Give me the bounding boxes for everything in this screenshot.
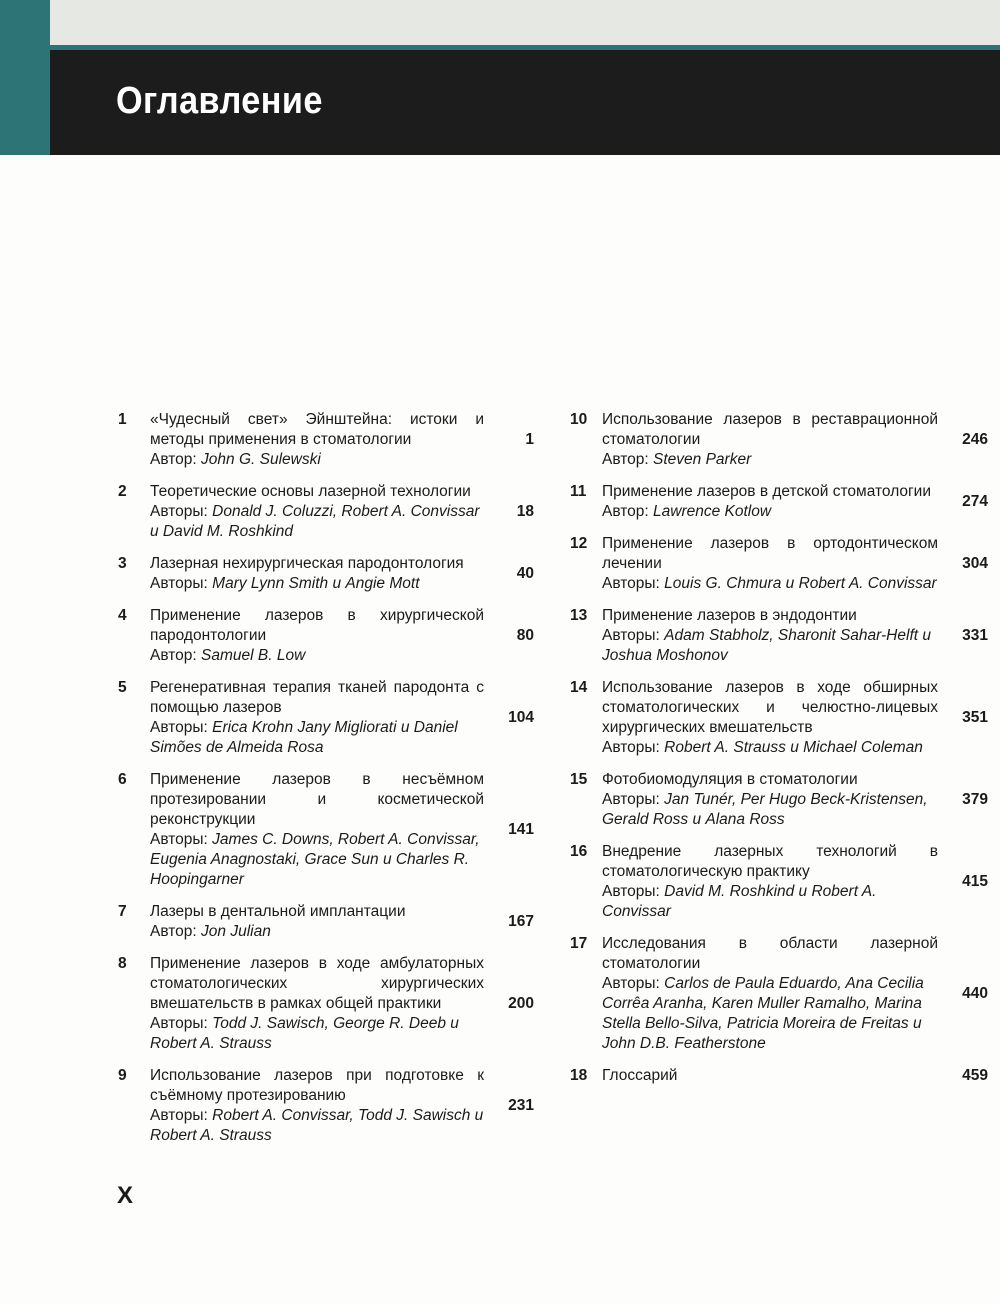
chapter-number: 16 xyxy=(570,843,588,860)
authors-label: Автор: xyxy=(150,923,197,940)
chapter-number: 6 xyxy=(118,771,127,788)
author-names: Louis G. Chmura и Robert A. Convissar xyxy=(664,575,937,592)
chapter-number: 18 xyxy=(570,1067,588,1084)
author-names: Todd J. Sawisch, George R. Deeb и Robert A. Strauss xyxy=(150,1015,459,1052)
authors-label: Автор: xyxy=(602,503,649,520)
chapter-info xyxy=(602,842,938,922)
page-ref: 18 xyxy=(516,503,534,520)
authors-label: Авторы: xyxy=(150,503,208,520)
toc-entry[interactable] xyxy=(570,678,988,758)
toc-entry[interactable] xyxy=(118,770,534,890)
chapter-number: 14 xyxy=(570,679,588,696)
page-ref: 246 xyxy=(962,431,988,448)
chapter-title: Применение лазеров в эндодонтии xyxy=(602,607,857,624)
chapter-title: Применение лазеров в хирургической пародонтологии xyxy=(150,607,484,644)
toc-entry[interactable] xyxy=(570,482,988,522)
chapter-authors xyxy=(602,626,938,666)
chapter-info xyxy=(150,482,484,542)
authors-label: Авторы: xyxy=(602,975,660,992)
author-names: Jan Tunér, Per Hugo Beck-Kristensen, Gerald Ross и Alana Ross xyxy=(602,791,928,828)
chapter-title: Глоссарий xyxy=(602,1067,678,1084)
page-ref: 104 xyxy=(508,709,534,726)
page-ref: 40 xyxy=(516,565,534,582)
chapter-info xyxy=(602,678,938,758)
chapter-info xyxy=(602,770,938,830)
author-names: Samuel B. Low xyxy=(201,647,306,664)
chapter-authors xyxy=(150,646,484,666)
page-ref: 200 xyxy=(508,995,534,1012)
author-names: Erica Krohn Jany Migliorati и Daniel Simões de Almeida Rosa xyxy=(150,719,458,756)
chapter-number: 17 xyxy=(570,935,588,952)
toc-entry[interactable] xyxy=(118,606,534,666)
authors-label: Авторы: xyxy=(602,791,660,808)
chapter-authors xyxy=(150,574,484,594)
authors-label: Авторы: xyxy=(150,575,208,592)
chapter-info xyxy=(150,554,484,594)
chapter-title: Применение лазеров в ортодонтическом лечении xyxy=(602,535,938,572)
chapter-info xyxy=(602,482,938,522)
author-names: Adam Stabholz, Sharonit Sahar-Helft и Joshua Moshonov xyxy=(602,627,931,664)
chapter-title: Применение лазеров в ходе амбулаторных стоматологических хирургических вмешательств в рамках общей практики xyxy=(150,955,484,1012)
author-names: Mary Lynn Smith и Angie Mott xyxy=(212,575,420,592)
authors-label: Авторы: xyxy=(602,883,660,900)
toc-entry[interactable] xyxy=(118,410,534,470)
header-teal-strip xyxy=(0,0,50,155)
chapter-info xyxy=(150,954,484,1054)
chapter-info xyxy=(602,606,938,666)
page-title: Оглавление xyxy=(116,80,323,122)
chapter-info xyxy=(150,902,484,942)
chapter-info xyxy=(150,606,484,666)
chapter-authors xyxy=(150,718,484,758)
author-names: Robert A. Strauss и Michael Coleman xyxy=(664,739,923,756)
toc-entry[interactable] xyxy=(570,842,988,922)
chapter-number: 15 xyxy=(570,771,588,788)
chapter-number: 3 xyxy=(118,555,127,572)
page-ref: 331 xyxy=(962,627,988,644)
page-ref: 1 xyxy=(525,431,534,448)
page-ref: 351 xyxy=(962,709,988,726)
chapter-title: Применение лазеров в детской стоматологии xyxy=(602,483,931,500)
author-names: Jon Julian xyxy=(201,923,271,940)
chapter-number: 1 xyxy=(118,411,127,428)
authors-label: Авторы: xyxy=(150,719,208,736)
page-ref: 379 xyxy=(962,791,988,808)
chapter-title: Использование лазеров при подготовке к съёмному протезированию xyxy=(150,1067,484,1104)
page-ref: 80 xyxy=(516,627,534,644)
page-ref: 231 xyxy=(508,1097,534,1114)
chapter-info xyxy=(150,678,484,758)
chapter-title: Лазерная нехирургическая пародонтология xyxy=(150,555,464,572)
chapter-authors xyxy=(602,502,938,522)
chapter-number: 2 xyxy=(118,483,127,500)
toc-entry[interactable] xyxy=(118,954,534,1054)
toc-entry[interactable] xyxy=(118,554,534,594)
chapter-authors xyxy=(602,882,938,922)
chapter-info xyxy=(150,770,484,890)
chapter-title: Использование лазеров в ходе обширных стоматологических и челюстно-лицевых хирургических вмешательств xyxy=(602,679,938,736)
chapter-title: Исследования в области лазерной стоматологии xyxy=(602,935,938,972)
chapter-number: 5 xyxy=(118,679,127,696)
author-names: Robert A. Convissar, Todd J. Sawisch и Robert A. Strauss xyxy=(150,1107,484,1144)
page-ref: 459 xyxy=(962,1067,988,1084)
authors-label: Авторы: xyxy=(150,1015,208,1032)
chapter-number: 13 xyxy=(570,607,588,624)
page-ref: 440 xyxy=(962,985,988,1002)
author-names: Carlos de Paula Eduardo, Ana Cecilia Corrêa Aranha, Karen Muller Ramalho, Marina Stella Bello-Silva, Patricia Moreira de Freitas и John D.B. Featherstone xyxy=(602,975,924,1052)
chapter-authors xyxy=(150,830,484,890)
authors-label: Авторы: xyxy=(602,575,660,592)
toc-entry[interactable] xyxy=(570,770,988,830)
chapter-authors xyxy=(150,1014,484,1054)
chapter-info xyxy=(602,934,938,1054)
toc-column-left xyxy=(118,410,534,1158)
toc-entry[interactable] xyxy=(570,410,988,470)
chapter-info xyxy=(602,534,938,594)
page-number: X xyxy=(117,1182,134,1209)
chapter-number: 7 xyxy=(118,903,127,920)
author-names: David M. Roshkind и Robert A. Convissar xyxy=(602,883,877,920)
authors-label: Автор: xyxy=(150,451,197,468)
chapter-title: Применение лазеров в несъёмном протезировании и косметической реконструкции xyxy=(150,771,484,828)
toc-entry[interactable] xyxy=(118,678,534,758)
chapter-authors xyxy=(150,502,484,542)
chapter-authors xyxy=(602,450,938,470)
toc-column-right xyxy=(570,410,988,1098)
page-ref: 274 xyxy=(962,493,988,510)
chapter-number: 11 xyxy=(570,483,587,500)
author-names: John G. Sulewski xyxy=(201,451,321,468)
chapter-info xyxy=(602,1066,938,1086)
author-names: Donald J. Coluzzi, Robert A. Convissar и David M. Roshkind xyxy=(150,503,480,540)
authors-label: Автор: xyxy=(602,451,649,468)
chapter-number: 4 xyxy=(118,607,127,624)
chapter-authors xyxy=(602,738,938,758)
chapter-info xyxy=(602,410,938,470)
chapter-title: «Чудесный свет» Эйнштейна: истоки и методы применения в стоматологии xyxy=(150,411,484,448)
chapter-number: 12 xyxy=(570,535,588,552)
page-ref: 415 xyxy=(962,873,988,890)
chapter-authors xyxy=(602,974,938,1054)
authors-label: Авторы: xyxy=(150,831,208,848)
chapter-number: 10 xyxy=(570,411,588,428)
chapter-title: Внедрение лазерных технологий в стоматологическую практику xyxy=(602,843,938,880)
chapter-authors xyxy=(150,450,484,470)
toc-entry[interactable] xyxy=(118,1066,534,1146)
authors-label: Авторы: xyxy=(602,739,660,756)
page-ref: 141 xyxy=(508,821,534,838)
header-grey-band xyxy=(50,0,1000,45)
toc-entry[interactable] xyxy=(570,934,988,1054)
toc-entry[interactable] xyxy=(118,902,534,942)
chapter-title: Регенеративная терапия тканей пародонта с помощью лазеров xyxy=(150,679,484,716)
chapter-title: Фотобиомодуляция в стоматологии xyxy=(602,771,858,788)
authors-label: Авторы: xyxy=(602,627,660,644)
page-ref: 304 xyxy=(962,555,988,572)
chapter-title: Лазеры в дентальной имплантации xyxy=(150,903,406,920)
chapter-number: 9 xyxy=(118,1067,127,1084)
chapter-authors xyxy=(602,790,938,830)
toc-entry[interactable] xyxy=(118,482,534,542)
author-names: Lawrence Kotlow xyxy=(653,503,772,520)
chapter-number: 8 xyxy=(118,955,127,972)
toc-entry[interactable] xyxy=(570,534,988,594)
authors-label: Авторы: xyxy=(150,1107,208,1124)
author-names: Steven Parker xyxy=(653,451,752,468)
page-ref: 167 xyxy=(508,913,534,930)
chapter-info xyxy=(150,410,484,470)
chapter-authors xyxy=(602,574,938,594)
chapter-info xyxy=(150,1066,484,1146)
authors-label: Автор: xyxy=(150,647,197,664)
chapter-authors xyxy=(150,1106,484,1146)
author-names: James C. Downs, Robert A. Convissar, Eugenia Anagnostaki, Grace Sun и Charles R. Hoopingarner xyxy=(150,831,480,888)
chapter-title: Использование лазеров в реставрационной стоматологии xyxy=(602,411,938,448)
toc-entry[interactable] xyxy=(570,1066,988,1086)
toc-entry[interactable] xyxy=(570,606,988,666)
chapter-authors xyxy=(150,922,484,942)
chapter-title: Теоретические основы лазерной технологии xyxy=(150,483,471,500)
